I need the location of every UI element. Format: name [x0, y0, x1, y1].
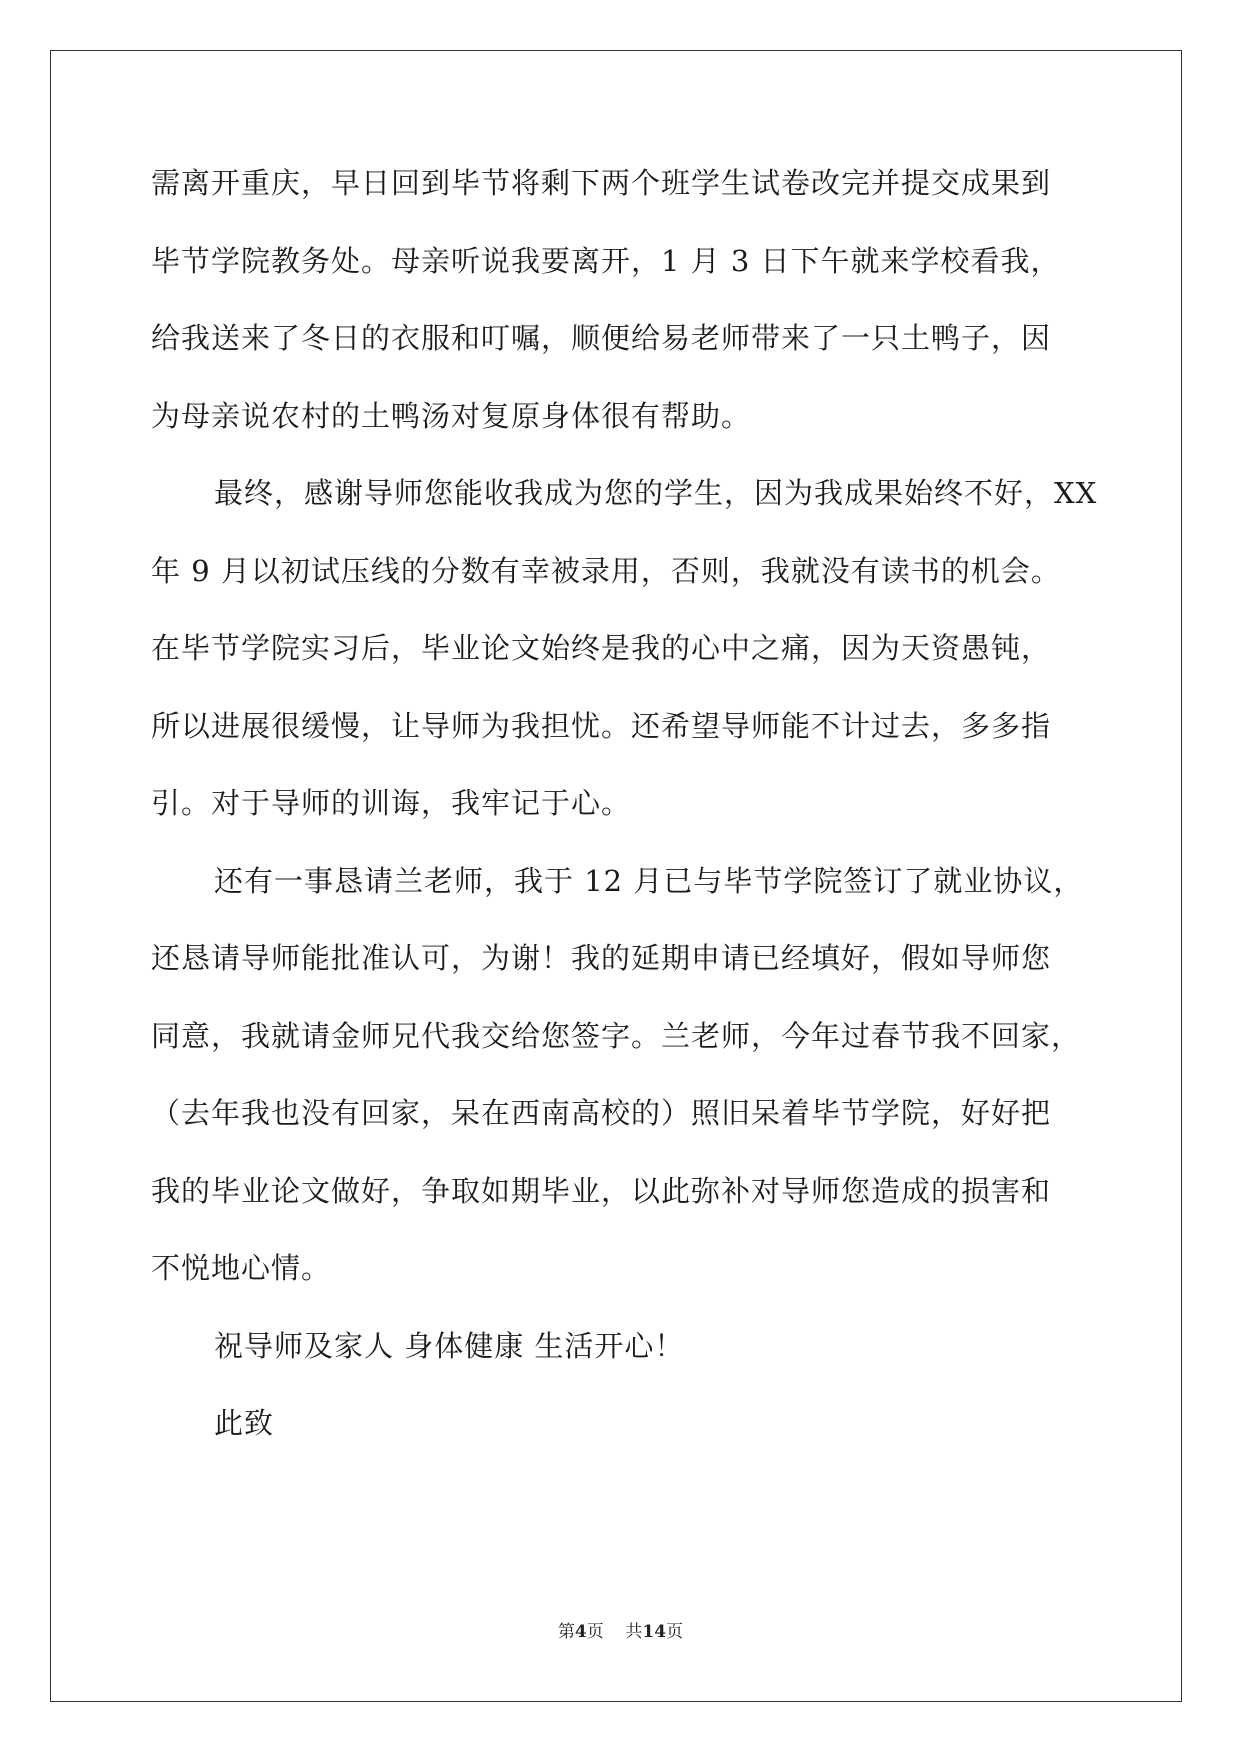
- text-line: 引。对于导师的训诲，我牢记于心。: [151, 786, 632, 820]
- footer-page-number: 4: [574, 1622, 587, 1642]
- footer-total-prefix: 共: [625, 1622, 643, 1642]
- text-line: 所以进展很缓慢，让导师为我担忧。还希望导师能不计过去，多多指: [151, 708, 1052, 743]
- paragraph-start: 还有一事恳请兰老师，我于 12 月已与毕节学院签订了就业协议，: [214, 863, 1084, 898]
- footer-total-pages: 14: [642, 1622, 667, 1642]
- text-line: 需离开重庆，早日回到毕节将剩下两个班学生试卷改完并提交成果到: [151, 166, 1052, 200]
- text-line: 还恳请导师能批准认可，为谢！我的延期申请已经填好，假如导师您: [151, 941, 1052, 975]
- text-line: 不悦地心情。: [151, 1251, 332, 1285]
- document-body: [151, 166, 1098, 1486]
- closing-wish: 祝导师及家人 身体健康 生活开心！: [214, 1328, 685, 1363]
- text-line: 在毕节学院实习后，毕业论文始终是我的心中之痛，因为天资愚钝，: [151, 631, 1052, 665]
- text-line: 我的毕业论文做好，争取如期毕业，以此弥补对导师您造成的损害和: [151, 1173, 1052, 1208]
- text-line: 同意，我就请金师兄代我交给您签字。兰老师，今年过春节我不回家，: [151, 1018, 1082, 1053]
- text-line: 给我送来了冬日的衣服和叮嘱，顺便给易老师带来了一只土鸭子，因: [151, 321, 1052, 355]
- page-footer: [0, 1617, 1241, 1642]
- text-line: （去年我也没有回家，呆在西南高校的）照旧呆着毕节学院，好好把: [151, 1096, 1052, 1130]
- closing-salutation: 此致: [214, 1406, 275, 1440]
- text-line: 年 9 月以初试压线的分数有幸被录用，否则，我就没有读书的机会。: [151, 553, 1061, 588]
- footer-page-suffix: 页: [586, 1622, 604, 1642]
- footer-total-suffix: 页: [666, 1622, 684, 1642]
- footer-prefix: 第: [557, 1622, 575, 1642]
- paragraph-start: 最终，感谢导师您能收我成为您的学生，因为我成果始终不好，XX: [214, 476, 1098, 510]
- text-line: 为母亲说农村的土鸭汤对复原身体很有帮助。: [151, 398, 752, 433]
- text-line: 毕节学院教务处。母亲听说我要离开，1 月 3 日下午就来学校看我，: [151, 243, 1061, 278]
